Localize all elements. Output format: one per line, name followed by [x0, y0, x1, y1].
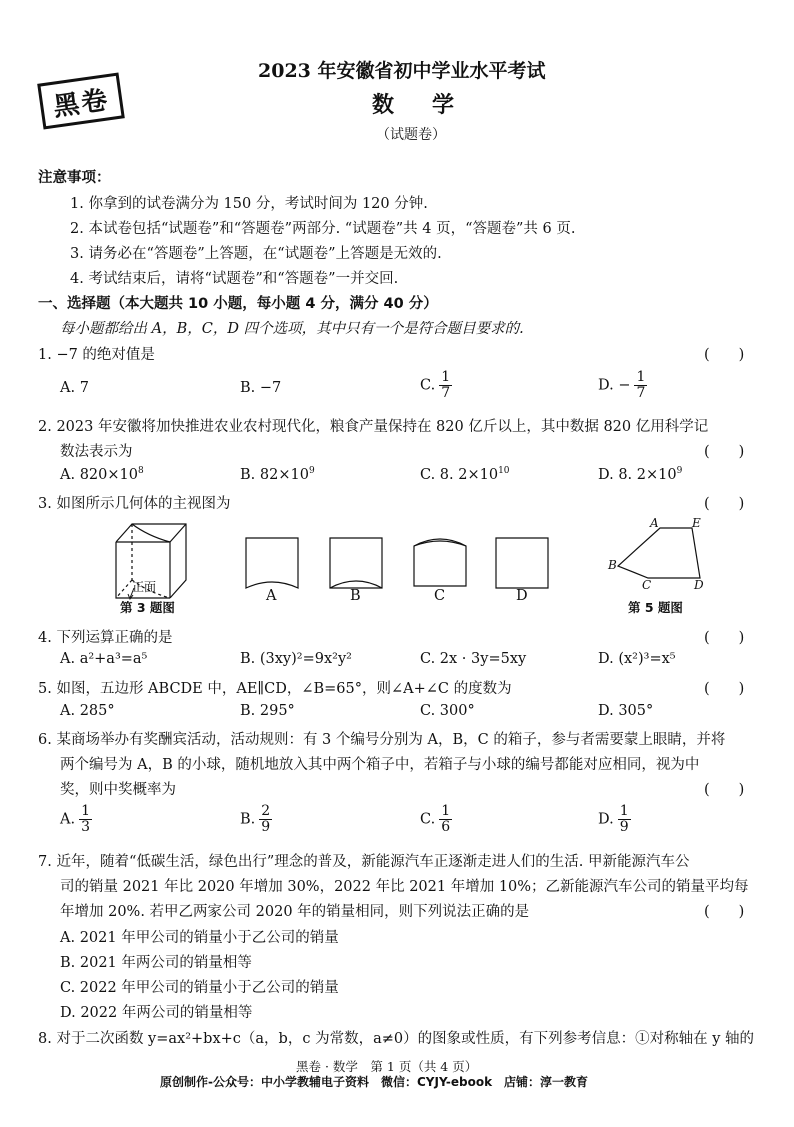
section-instruction: 每小题都给出 A，B，C，D 四个选项，其中只有一个是符合题目要求的.: [60, 321, 524, 337]
note-item: 2. 本试卷包括“试题卷”和“答题卷”两部分. “试题卷”共 4 页，“答题卷”共 6 页.: [70, 221, 576, 237]
q5-option-a: A. 285°: [60, 703, 115, 719]
q2-option-d: D. 8. $2\times 10^9$: [598, 466, 683, 483]
subject-title: 数学: [372, 92, 493, 118]
stamp-black-paper: 黑卷: [37, 73, 125, 130]
q2-option-a: A. $820\times 10^8$: [60, 466, 144, 483]
q5-stem: 5. 如图，五边形 ABCDE 中，AE∥CD，∠B=65°，则∠A+∠C 的度数为: [38, 681, 512, 697]
q2-option-c: C. 8. $2\times 10^{10}$: [420, 466, 510, 483]
q3-view-b: [328, 536, 384, 590]
fig5-caption: 第 5 题图: [628, 600, 683, 615]
q4-option-a: A. a²+a³=a⁵: [60, 651, 148, 667]
q7-stem: 7. 近年，随着“低碳生活，绿色出行”理念的普及，新能源汽车正逐渐走进人们的生活. 甲新能源汽车公: [38, 854, 690, 870]
credit-line: 原创制作-公众号：中小学教辅电子资料 微信：CYJY-ebook 店铺：淳一教育: [160, 1075, 589, 1089]
q7-option-b: B. 2021 年两公司的销量相等: [60, 955, 252, 971]
q6-stem-cont: 两个编号为 A，B 的小球，随机地放入其中两个箱子中，若箱子与小球的编号都能对应相同，视为中: [60, 757, 700, 773]
front-label: 正面: [132, 580, 157, 594]
q6-stem: 6. 某商场举办有奖酬宾活动，活动规则：有 3 个编号分别为 A，B，C 的箱子，参与者需要蒙上眼睛，并将: [38, 732, 726, 748]
q1-option-a: A. 7: [60, 380, 89, 396]
q6-option-a: A. $\frac{1}{3}$: [60, 803, 91, 835]
q5-option-c: C. 300°: [420, 703, 475, 719]
q1-stem: 1. −7 的绝对值是: [38, 347, 155, 363]
q3-label-d: D: [516, 588, 528, 604]
q4-stem: 4. 下列运算正确的是: [38, 630, 173, 646]
q8-stem: 8. 对于二次函数 y=ax²+bx+c（a，b，c 为常数，a≠0）的图象或性质，有下列参考信息：①对称轴在 y 轴的: [38, 1031, 754, 1047]
q1-option-b: B. −7: [240, 380, 282, 396]
q7-stem-cont: 年增加 20%. 若甲乙两家公司 2020 年的销量相同，则下列说法正确的是: [60, 904, 530, 920]
q2-option-b: B. $82\times 10^9$: [240, 466, 315, 483]
q3-label-b: B: [350, 588, 361, 604]
q3-stem: 3. 如图所示几何体的主视图为: [38, 496, 231, 512]
point-label-a: A: [650, 516, 659, 530]
q7-option-c: C. 2022 年甲公司的销量小于乙公司的销量: [60, 980, 339, 996]
q7-option-a: A. 2021 年甲公司的销量小于乙公司的销量: [60, 930, 339, 946]
exam-title: 2023 年安徽省初中学业水平考试: [258, 60, 546, 82]
section-heading: 一、选择题（本大题共 10 小题，每小题 4 分，满分 40 分）: [38, 296, 438, 312]
fig3-caption: 第 3 题图: [120, 600, 175, 615]
answer-bracket: ( ): [704, 904, 745, 920]
q4-option-d: D. (x²)³=x⁵: [598, 651, 676, 667]
notes-heading: 注意事项：: [38, 170, 111, 186]
point-label-e: E: [692, 516, 701, 530]
q3-label-a: A: [266, 588, 277, 604]
q7-stem-cont: 司的销量 2021 年比 2020 年增加 30%，2022 年比 2021 年增加 10%；乙新能源汽车公司的销量平均每: [60, 879, 749, 895]
q1-option-d: D. − $\frac{1}{7}$: [598, 369, 646, 401]
point-label-d: D: [694, 578, 704, 592]
q5-option-b: B. 295°: [240, 703, 295, 719]
note-item: 1. 你拿到的试卷满分为 150 分，考试时间为 120 分钟.: [70, 196, 428, 212]
answer-bracket: ( ): [704, 681, 745, 697]
q5-option-d: D. 305°: [598, 703, 654, 719]
subtitle: （试题卷）: [376, 127, 446, 143]
answer-bracket: ( ): [704, 347, 745, 363]
q3-view-a: [244, 536, 300, 590]
answer-bracket: ( ): [704, 630, 745, 646]
q6-option-b: B. $\frac{2}{9}$: [240, 803, 271, 835]
q2-stem-cont: 数法表示为: [60, 444, 133, 460]
answer-bracket: ( ): [704, 444, 745, 460]
q6-stem-cont: 奖，则中奖概率为: [60, 782, 176, 798]
answer-bracket: ( ): [704, 782, 745, 798]
q4-option-b: B. (3xy)²=9x²y²: [240, 651, 352, 667]
q7-option-d: D. 2022 年两公司的销量相等: [60, 1005, 253, 1021]
answer-bracket: ( ): [704, 496, 745, 512]
note-item: 3. 请务必在“答题卷”上答题，在“试题卷”上答题是无效的.: [70, 246, 442, 262]
q4-option-c: C. 2x · 3y=5xy: [420, 651, 527, 667]
q2-stem: 2. 2023 年安徽将加快推进农业农村现代化，粮食产量保持在 820 亿斤以上，其中数据 820 亿用科学记: [38, 419, 709, 435]
q6-option-c: C. $\frac{1}{6}$: [420, 803, 451, 835]
q3-label-c: C: [434, 588, 446, 604]
q6-option-d: D. $\frac{1}{9}$: [598, 803, 629, 835]
page-footer: 黑卷 · 数学 第 1 页（共 4 页）: [296, 1059, 478, 1074]
point-label-c: C: [642, 578, 652, 592]
q1-option-c: C. $\frac{1}{7}$: [420, 369, 451, 401]
q3-view-c: [412, 532, 468, 588]
point-label-b: B: [608, 558, 617, 572]
note-item: 4. 考试结束后，请将“试题卷”和“答题卷”一并交回.: [70, 271, 399, 287]
q3-view-d: [494, 536, 550, 590]
